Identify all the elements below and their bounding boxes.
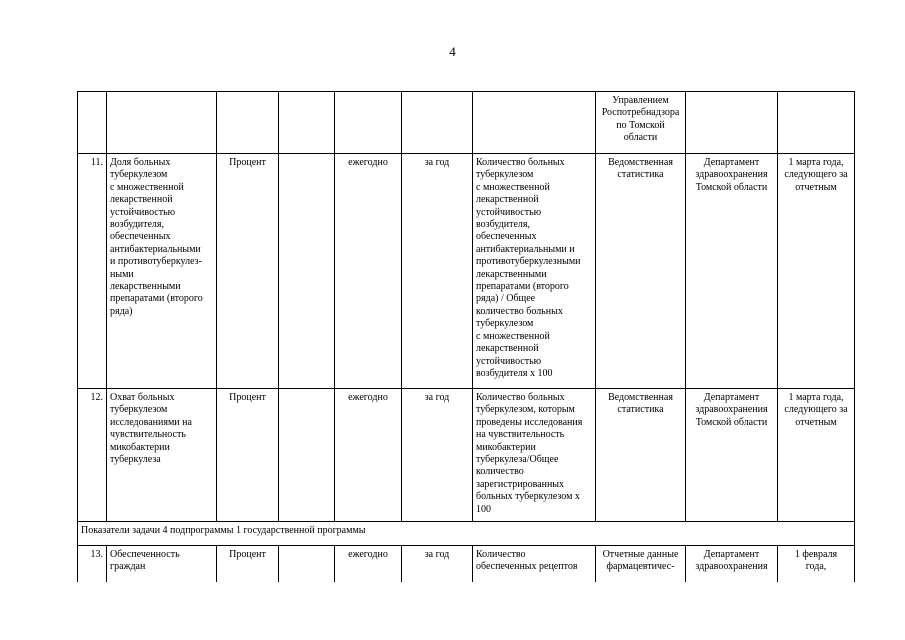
cell-source: Ведомственная статистика: [596, 154, 686, 389]
cell-num: [78, 92, 107, 154]
cell-empty: [279, 92, 335, 154]
indicators-table: [77, 91, 855, 582]
cell-period: за год: [402, 389, 473, 522]
cell-period: [402, 92, 473, 154]
cell-formula: Количество больных туберкулезом, которым проведены исследования на чувствительность микобактерии туберкулеза/Общее количество зарегистрированных больных туберкулезом x 100: [473, 389, 596, 522]
cell-empty: [279, 389, 335, 522]
cell-formula: Количество обеспеченных рецептов: [473, 546, 596, 582]
table-row: [78, 92, 855, 154]
cell-name: Охват больных туберкулезом исследованиями на чувствительность микобактерии туберкулеза: [107, 389, 217, 522]
table-row: [78, 154, 855, 389]
cell-period: за год: [402, 546, 473, 582]
cell-formula: Количество больных туберкулезом с множественной лекарственной устойчивостью возбудителя, обеспеченных антибактериальными и противотуберкулезными лекарственными препаратами (второго ряда) / Общее количество больных туберкулезом с множественной лекарственной устойчивостью возбудителя x 100: [473, 154, 596, 389]
section-header: Показатели задачи 4 подпрограммы 1 государственной программы: [78, 522, 855, 546]
section-header-row: [78, 522, 855, 546]
page-number: 4: [449, 44, 456, 59]
cell-periodicity: ежегодно: [335, 154, 402, 389]
cell-formula: [473, 92, 596, 154]
cell-periodicity: ежегодно: [335, 546, 402, 582]
cell-unit: [217, 92, 279, 154]
cell-num: 13.: [78, 546, 107, 582]
cell-name: Обеспеченность граждан: [107, 546, 217, 582]
table-row: [78, 546, 855, 582]
cell-empty: [279, 546, 335, 582]
cell-empty: [279, 154, 335, 389]
table-row: [78, 389, 855, 522]
cell-periodicity: ежегодно: [335, 389, 402, 522]
cell-period: за год: [402, 154, 473, 389]
cell-deadline: 1 марта года, следующего за отчетным: [778, 154, 855, 389]
cell-source: Отчетные данные фармацевтичес-: [596, 546, 686, 582]
cell-source: Ведомственная статистика: [596, 389, 686, 522]
cell-responsible: Департамент здравоохранения Томской области: [686, 154, 778, 389]
cell-unit: Процент: [217, 154, 279, 389]
cell-name: [107, 92, 217, 154]
cell-unit: Процент: [217, 546, 279, 582]
cell-responsible: Департамент здравоохранения: [686, 546, 778, 582]
cell-deadline: 1 марта года, следующего за отчетным: [778, 389, 855, 522]
cell-deadline: [778, 92, 855, 154]
cell-periodicity: [335, 92, 402, 154]
cell-name: Доля больных туберкулезом с множественной лекарственной устойчивостью возбудителя, обеспеченных антибактериальными и противотуберкулез- ными лекарственными препаратами (второго ряда): [107, 154, 217, 389]
cell-num: 11.: [78, 154, 107, 389]
cell-responsible: [686, 92, 778, 154]
cell-num: 12.: [78, 389, 107, 522]
cell-unit: Процент: [217, 389, 279, 522]
cell-responsible: Департамент здравоохранения Томской области: [686, 389, 778, 522]
cell-deadline: 1 февраля года,: [778, 546, 855, 582]
cell-source: Управлением Роспотребнадзора по Томской области: [596, 92, 686, 154]
